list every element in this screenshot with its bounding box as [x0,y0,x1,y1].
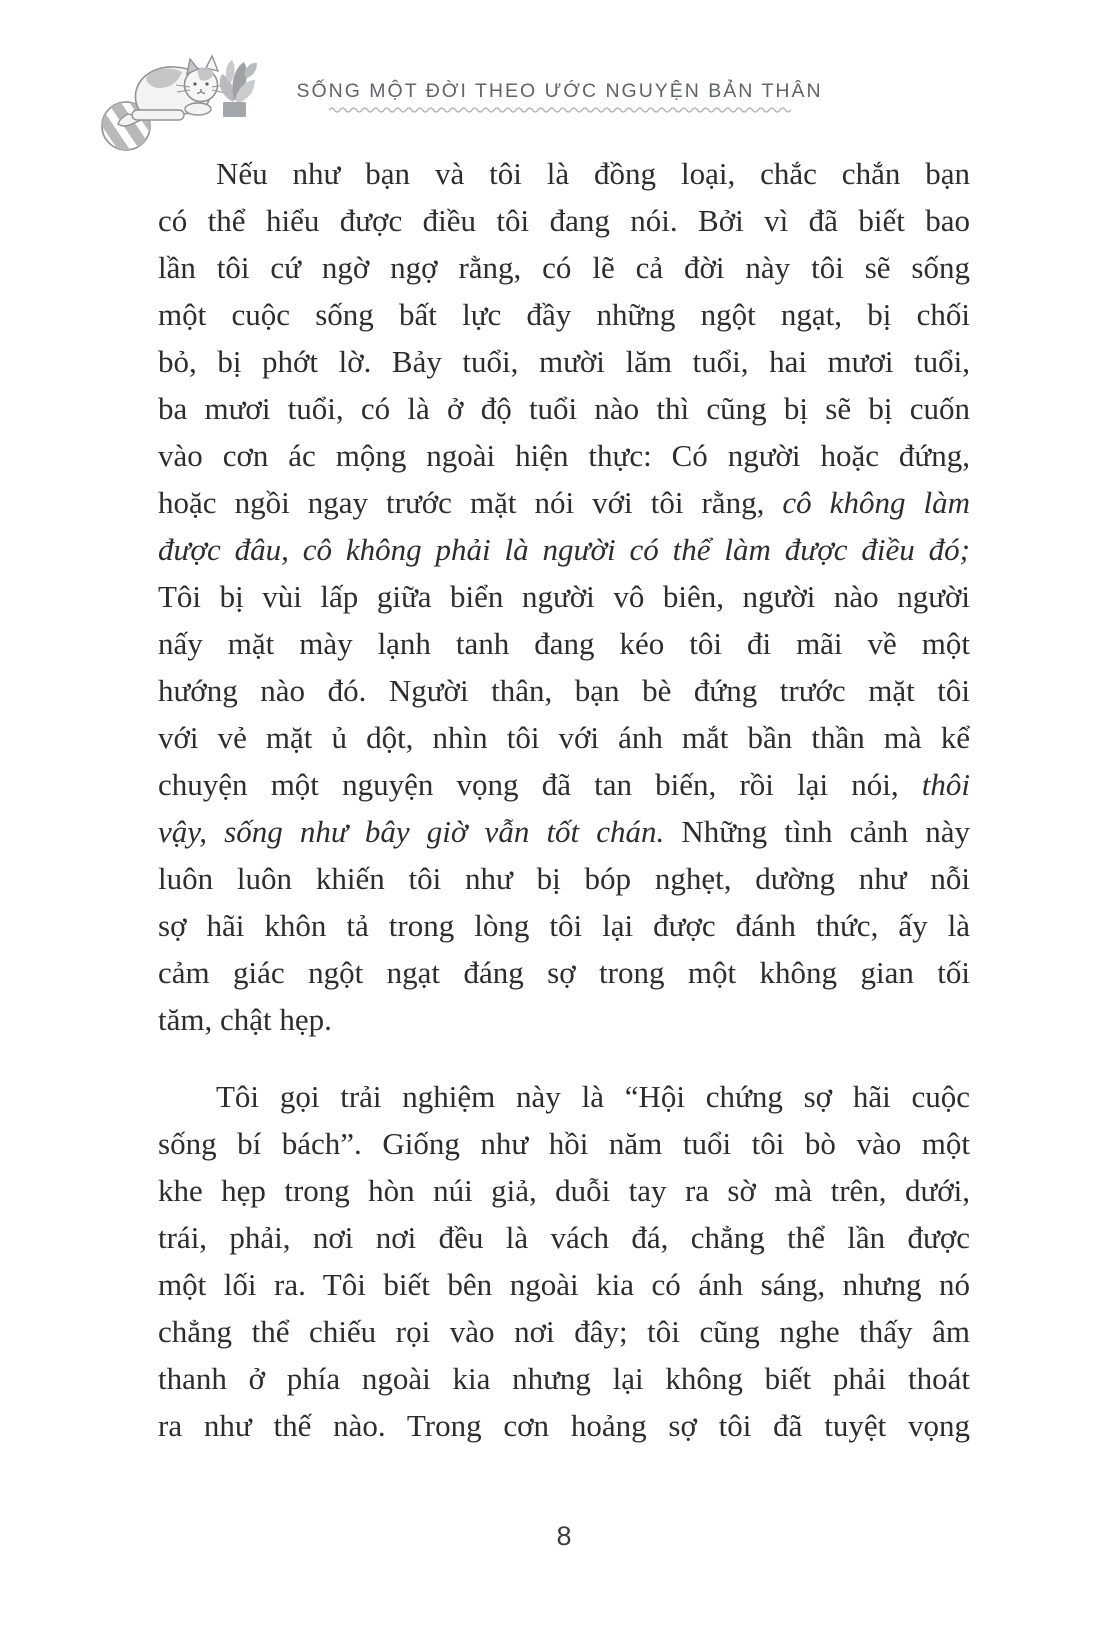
text-line [158,1355,970,1402]
text-line [158,1073,970,1120]
text-line [158,1167,970,1214]
italic-text-segment: thôi [921,767,970,802]
text-line [158,1120,970,1167]
text-line [158,197,970,244]
text-segment: sống bí bách”. Giống như hồi năm tuổi tôi bò vào một [158,1126,970,1161]
cat-illustration [98,54,258,154]
text-segment: một lối ra. Tôi biết bên ngoài kia có ánh sáng, nhưng nó [158,1267,970,1302]
text-segment: Nếu như bạn và tôi là đồng loại, chắc chắn bạn [216,156,970,191]
text-segment: với vẻ mặt ủ dột, nhìn tôi với ánh mắt bần thần mà kể [158,720,970,755]
text-line [158,761,970,808]
body-text [158,150,970,1449]
text-line [158,714,970,761]
text-line [158,949,970,996]
text-segment: bỏ, bị phớt lờ. Bảy tuổi, mười lăm tuổi, hai mươi tuổi, [158,344,970,379]
text-segment: trái, phải, nơi nơi đều là vách đá, chẳng thể lần được [158,1220,970,1255]
text-segment: vào cơn ác mộng ngoài hiện thực: Có người hoặc đứng, [158,438,970,473]
text-segment: luôn luôn khiến tôi như bị bóp nghẹt, dường như nỗi [158,861,970,896]
text-segment: sợ hãi khôn tả trong lòng tôi lại được đánh thức, ấy là [158,908,970,943]
text-segment: tăm, chật hẹp. [158,1002,332,1037]
text-line [158,385,970,432]
paragraph [158,150,970,1043]
italic-text-segment: vậy, sống như bây giờ vẫn tốt chán. [158,814,665,849]
text-segment: nấy mặt mày lạnh tanh đang kéo tôi đi mãi về một [158,626,970,661]
text-line [158,573,970,620]
text-line [158,1214,970,1261]
text-segment: lần tôi cứ ngờ ngợ rằng, có lẽ cả đời này tôi sẽ sống [158,250,970,285]
text-segment: hướng nào đó. Người thân, bạn bè đứng trước mặt tôi [158,673,970,708]
text-line [158,620,970,667]
text-line [158,1308,970,1355]
text-line [158,244,970,291]
text-line [158,479,970,526]
text-line [158,338,970,385]
text-segment: một cuộc sống bất lực đầy những ngột ngạt, bị chối [158,297,970,332]
text-line [158,291,970,338]
text-line [158,150,970,197]
text-segment: chuyện một nguyện vọng đã tan biến, rồi lại nói, [158,767,922,802]
text-line [158,432,970,479]
text-segment: Tôi gọi trải nghiệm này là “Hội chứng sợ hãi cuộc [216,1079,970,1114]
wavy-underline [329,105,791,115]
text-line [158,1402,970,1449]
text-segment: chẳng thể chiếu rọi vào nơi đây; tôi cũng nghe thấy âm [158,1314,970,1349]
paragraph [158,1073,970,1449]
running-head-title: SỐNG MỘT ĐỜI THEO ƯỚC NGUYỆN BẢN THÂN [296,80,823,102]
page-number: 8 [556,1521,572,1551]
text-line [158,902,970,949]
text-line [158,855,970,902]
text-segment: hoặc ngồi ngay trước mặt nói với tôi rằng, [158,485,783,520]
italic-text-segment: được đâu, cô không phải là người có thể làm được điều đó; [158,532,970,567]
text-line [158,526,970,573]
text-segment: Những tình cảnh này [664,814,970,849]
text-segment: thanh ở phía ngoài kia nhưng lại không biết phải thoát [158,1361,970,1396]
text-line [158,996,970,1043]
text-segment: có thể hiểu được điều tôi đang nói. Bởi vì đã biết bao [158,203,970,238]
text-segment: cảm giác ngột ngạt đáng sợ trong một không gian tối [158,955,970,990]
text-line [158,808,970,855]
text-line [158,1261,970,1308]
italic-text-segment: cô không làm [782,485,970,520]
text-segment: khe hẹp trong hòn núi giả, duỗi tay ra sờ mà trên, dưới, [158,1173,970,1208]
text-segment: ra như thế nào. Trong cơn hoảng sợ tôi đã tuyệt vọng [158,1408,970,1443]
text-segment: ba mươi tuổi, có là ở độ tuổi nào thì cũng bị sẽ bị cuốn [158,391,970,426]
text-line [158,667,970,714]
text-segment: Tôi bị vùi lấp giữa biển người vô biên, người nào người [158,579,970,614]
